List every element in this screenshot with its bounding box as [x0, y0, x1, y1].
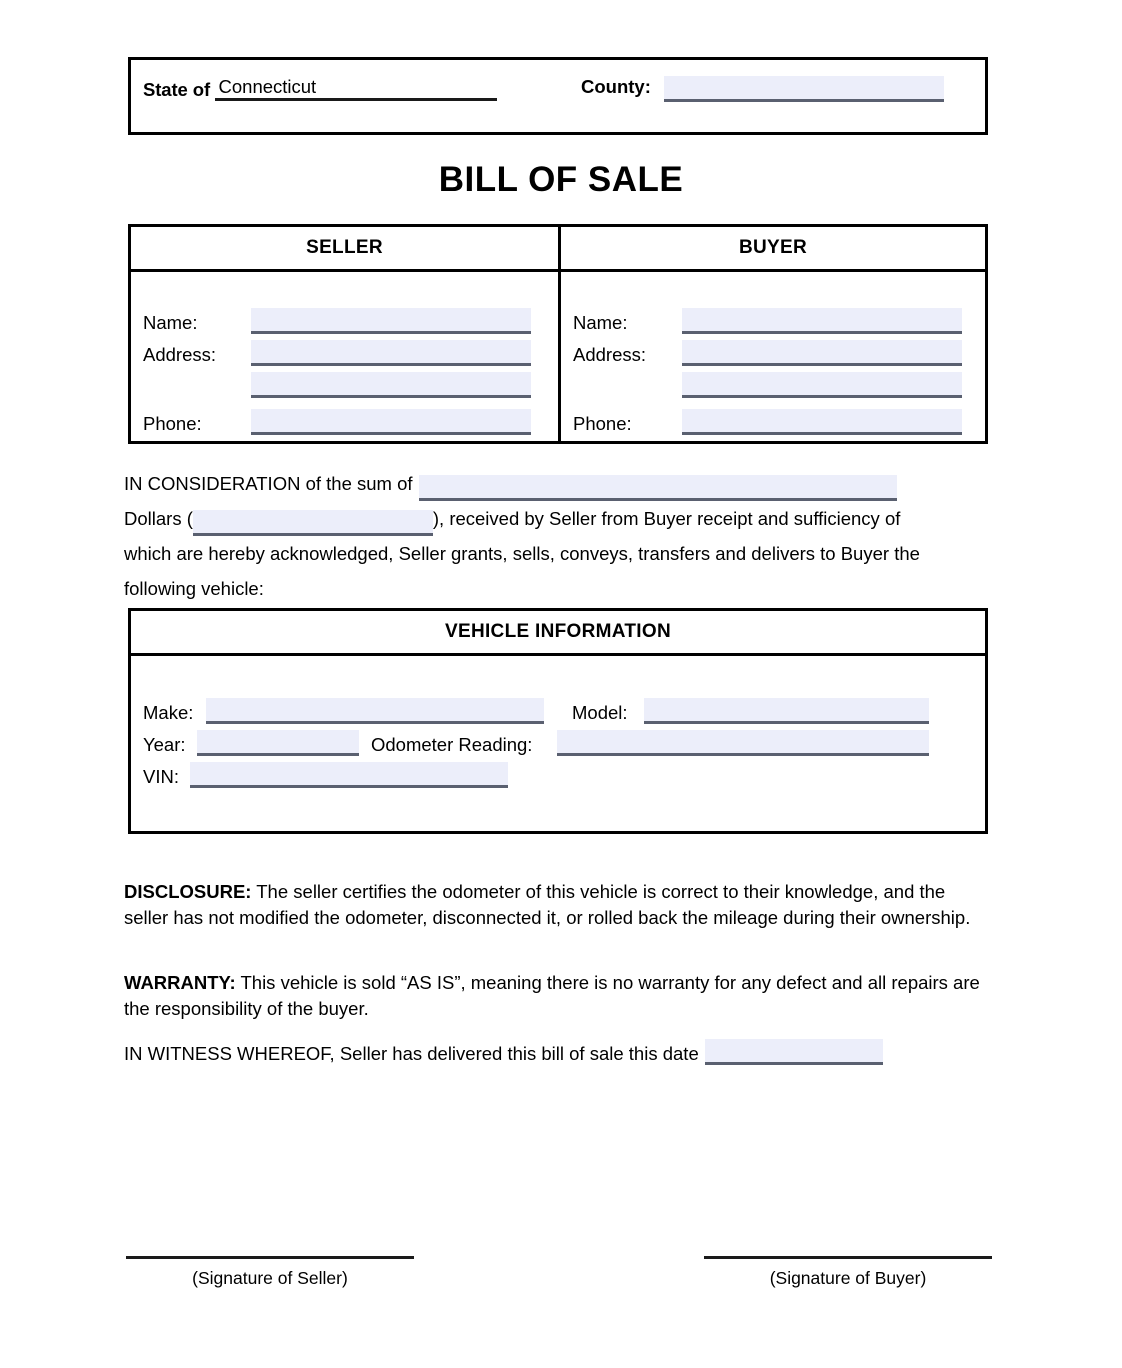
seller-name-input[interactable]: [251, 308, 531, 334]
year-input[interactable]: [197, 730, 359, 756]
buyer-column: [561, 272, 985, 441]
vin-label: VIN:: [143, 766, 179, 787]
state-county-row: [143, 76, 979, 106]
model-label: Model:: [572, 702, 628, 723]
make-label: Make:: [143, 702, 194, 723]
witness-line: [124, 1039, 1004, 1065]
seller-signature-caption: (Signature of Seller): [192, 1268, 348, 1288]
warranty-text: This vehicle is sold “AS IS”, meaning there is no warranty for any defect and all repairs are the responsibility of the buyer.: [124, 972, 980, 1019]
buyer-signature-line[interactable]: [704, 1256, 992, 1259]
state-county-box: [128, 57, 988, 135]
seller-signature-line[interactable]: [126, 1256, 414, 1259]
disclosure-clause: [124, 879, 992, 930]
vehicle-information-heading: VEHICLE INFORMATION: [131, 611, 985, 656]
odometer-reading-input[interactable]: [557, 730, 929, 756]
consideration-line-3: which are hereby acknowledged, Seller grants, sells, conveys, transfers and delivers to Buyer the: [124, 543, 920, 564]
year-label: Year:: [143, 734, 186, 755]
consideration-paragraph: [124, 466, 1004, 606]
seller-heading: SELLER: [306, 237, 383, 258]
page-title: BILL OF SALE: [438, 160, 684, 199]
seller-name-label: Name:: [143, 312, 198, 333]
buyer-name-input[interactable]: [682, 308, 962, 334]
county-label: County:: [581, 76, 651, 97]
consideration-prefix: IN CONSIDERATION of the sum of: [124, 473, 413, 494]
vehicle-information-fields: [131, 656, 985, 831]
buyer-signature-block: [704, 1256, 992, 1289]
vin-input[interactable]: [190, 762, 508, 788]
dollars-prefix: Dollars (: [124, 508, 193, 529]
county-input[interactable]: [664, 76, 944, 102]
buyer-address-label: Address:: [573, 344, 647, 365]
seller-column: [131, 272, 558, 441]
consideration-line-4: following vehicle:: [124, 578, 264, 599]
state-label: State of: [143, 79, 211, 100]
seller-address-label: Address:: [143, 344, 217, 365]
consideration-sum-input[interactable]: [419, 475, 897, 501]
seller-phone-label: Phone:: [143, 413, 202, 434]
buyer-heading: BUYER: [738, 237, 807, 258]
vehicle-information-box: [128, 608, 988, 834]
dollars-suffix: ), received by Seller from Buyer receipt and sufficiency of: [432, 508, 901, 529]
buyer-phone-label: Phone:: [573, 413, 632, 434]
buyer-phone-input[interactable]: [682, 409, 962, 435]
seller-address-line2-input[interactable]: [251, 372, 531, 398]
state-value-input[interactable]: Connecticut: [215, 76, 497, 101]
dollars-amount-input[interactable]: [193, 510, 433, 536]
buyer-name-label: Name:: [573, 312, 628, 333]
seller-phone-input[interactable]: [251, 409, 531, 435]
disclosure-keyword: DISCLOSURE:: [124, 881, 252, 902]
buyer-address-line1-input[interactable]: [682, 340, 962, 366]
witness-text: IN WITNESS WHEREOF, Seller has delivered this bill of sale this date: [124, 1043, 699, 1064]
disclosure-text: The seller certifies the odometer of this vehicle is correct to their knowledge, and the seller has not modified the odometer, disconnected it, or rolled back the mileage during their ownership.: [124, 881, 971, 928]
consideration-line-1: [124, 466, 1004, 501]
make-input[interactable]: [206, 698, 544, 724]
buyer-signature-caption: (Signature of Buyer): [769, 1268, 927, 1288]
consideration-line-2: [124, 501, 1004, 536]
seller-buyer-table: [128, 224, 988, 444]
buyer-address-line2-input[interactable]: [682, 372, 962, 398]
warranty-clause: [124, 970, 992, 1021]
seller-address-line1-input[interactable]: [251, 340, 531, 366]
witness-date-input[interactable]: [705, 1039, 883, 1065]
seller-signature-block: [126, 1256, 414, 1289]
warranty-keyword: WARRANTY:: [124, 972, 236, 993]
model-input[interactable]: [644, 698, 929, 724]
odometer-reading-label: Odometer Reading:: [371, 734, 533, 755]
